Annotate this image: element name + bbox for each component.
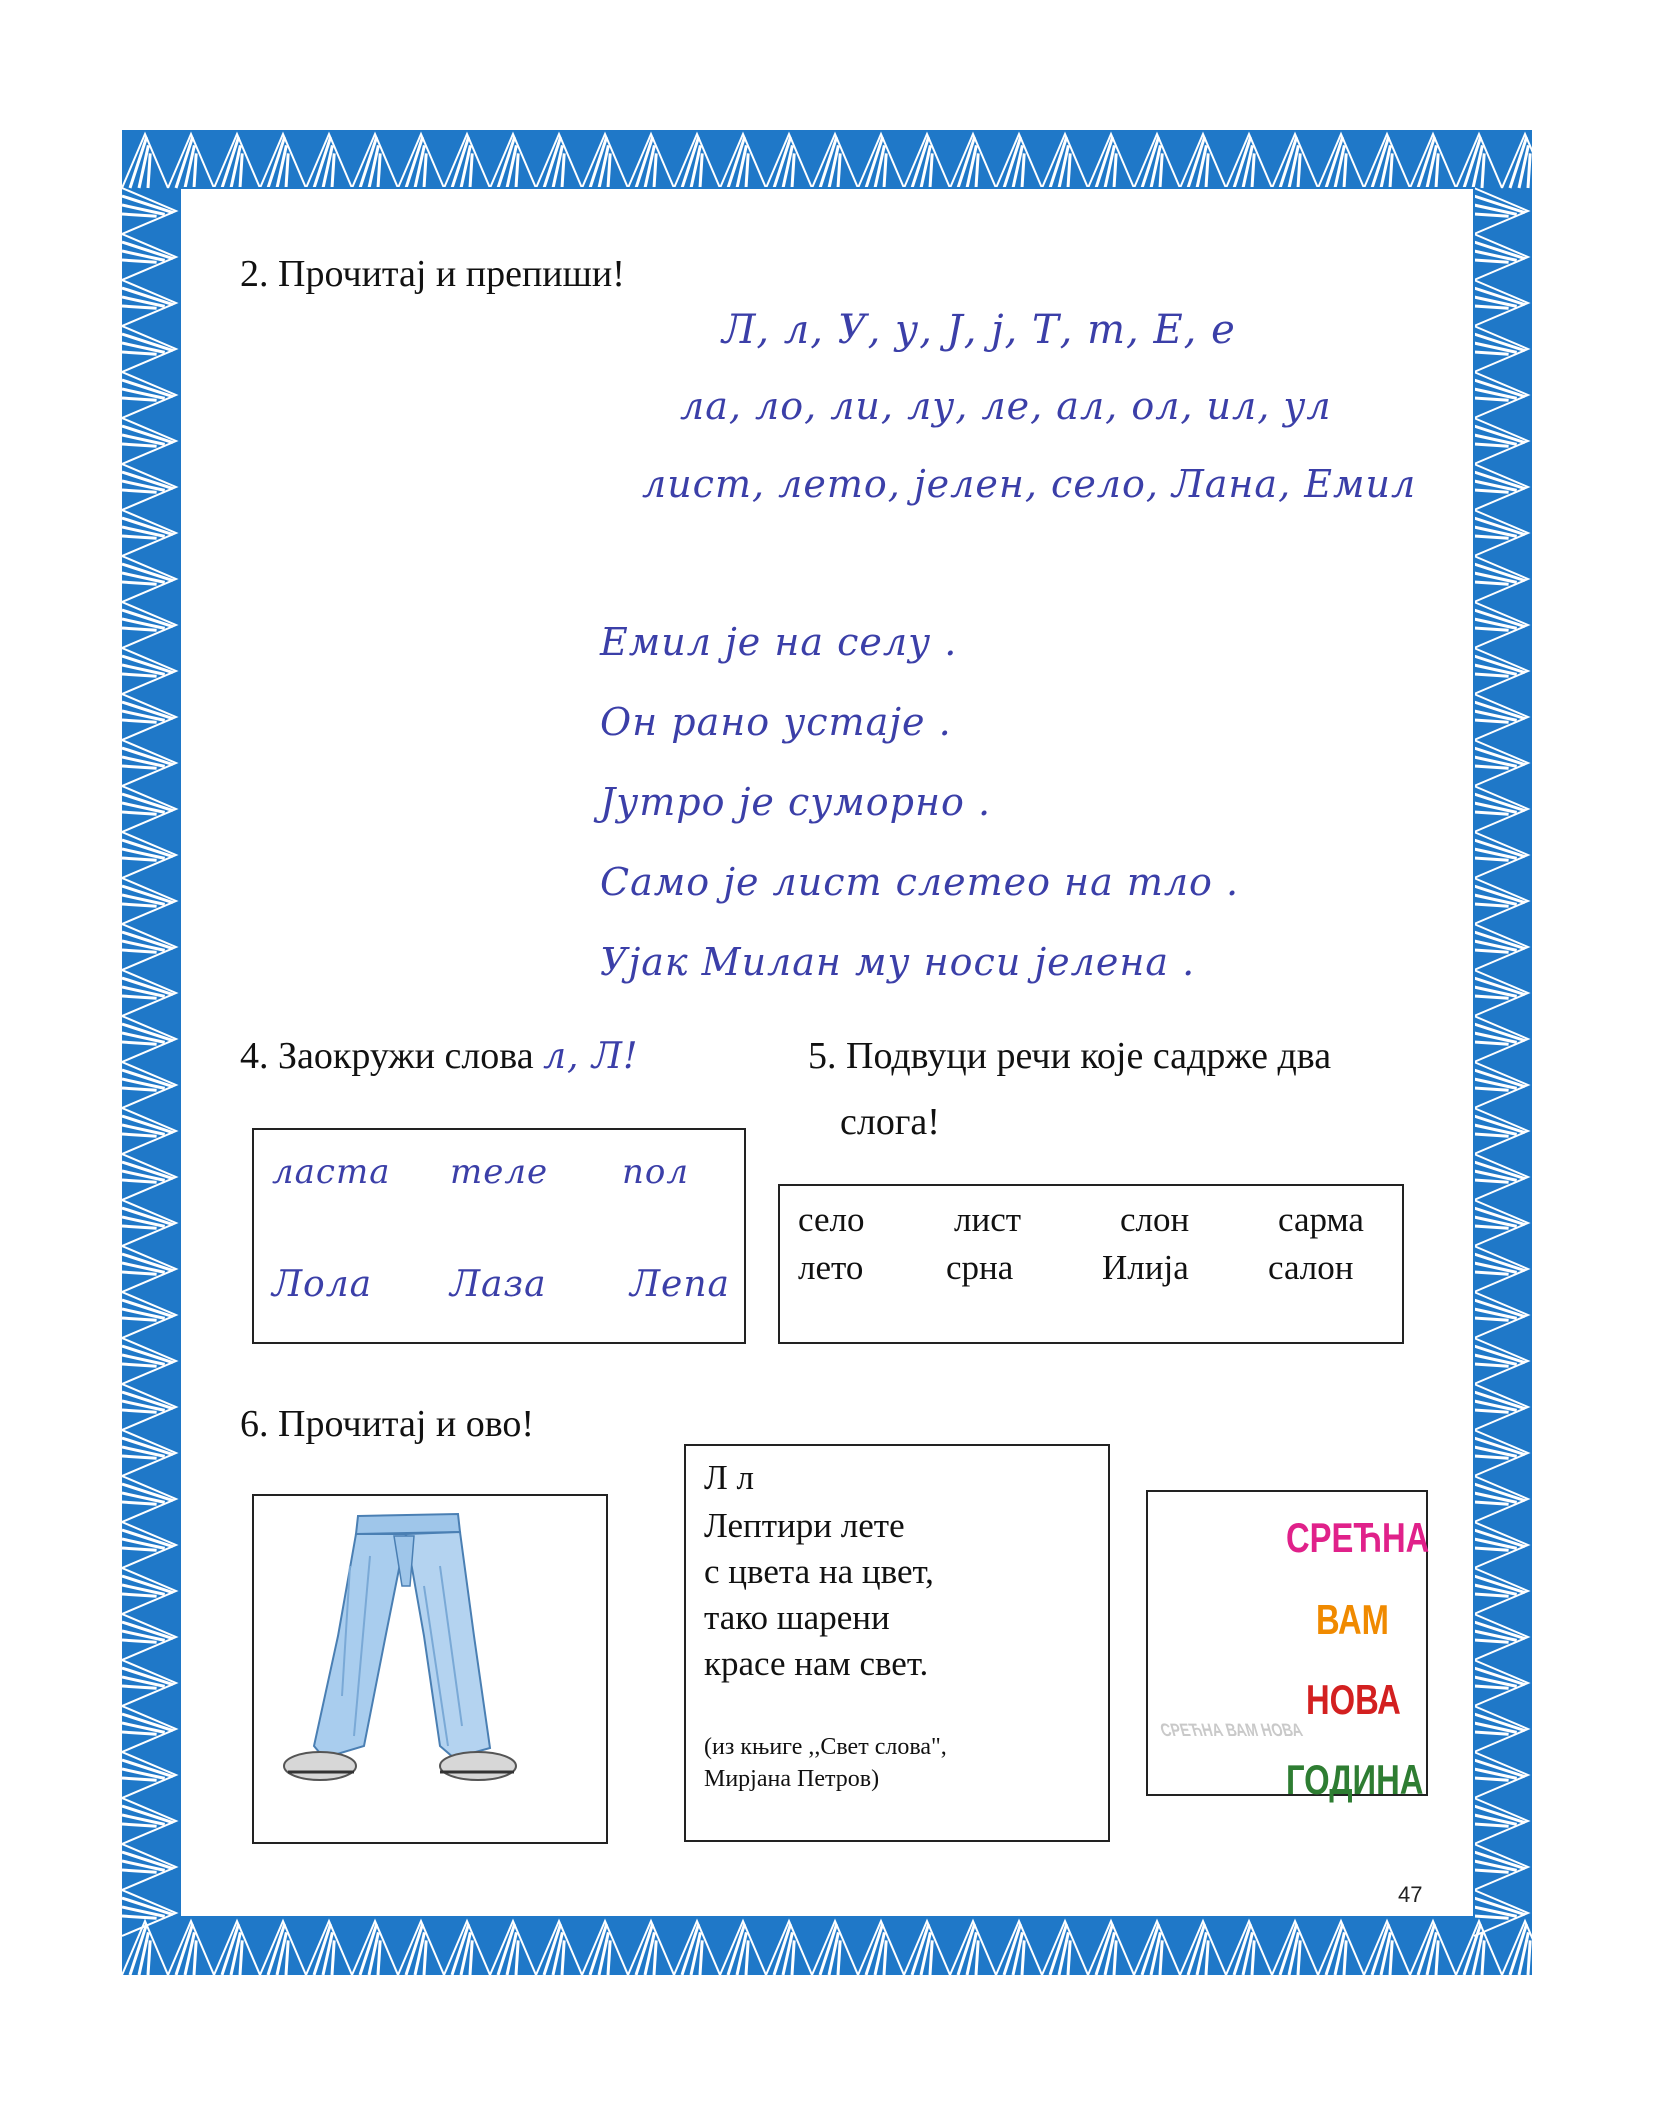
greeting-word: ГОДИНА [1286,1756,1424,1803]
task4-word: Лепа [630,1264,730,1305]
jeans-image-box [252,1494,608,1844]
task2-sentence: Он рано устаје . [600,700,952,744]
poem-line: красе нам свет. [704,1644,929,1683]
task2-words-line: лист, лето, јелен, село, Лана, Емил [642,462,1417,506]
worksheet-page [122,130,1532,1975]
jeans-icon [254,1496,606,1842]
task5-word-box [778,1184,1404,1344]
task2-sentence: Емил је на селу . [600,620,958,664]
poem-source: Мирјана Петров) [704,1766,880,1792]
task2-heading: 2. Прочитај и препиши! [240,253,625,295]
task4-heading [240,1034,638,1079]
task5-word: слон [1120,1200,1190,1239]
task5-word: салон [1268,1248,1354,1287]
task4-word: Лаза [450,1264,547,1305]
task4-word: Лола [272,1264,373,1305]
task5-word: срна [946,1248,1014,1287]
greeting-letters: СРЕЋНА [1286,1514,1430,1561]
poem-source: (из књиге ,,Свет слова", [704,1734,947,1760]
task4-heading-letters: л, Л! [543,1036,639,1077]
task2-sentence: Само је лист слетео на тло . [600,860,1240,904]
poem-title: Л л [704,1458,754,1497]
task4-word: теле [450,1152,549,1192]
greeting-card [1146,1490,1430,1803]
task4-heading-text: 4. Заокружи слова [240,1035,534,1077]
greeting-word [1286,1514,1429,1562]
task5-word: село [798,1200,865,1239]
poem-line: с цвета на цвет, [704,1552,934,1591]
task2-syllables-line: ла, ло, ли, лу, ле, ал, ол, ил, ул [680,384,1332,428]
greeting-word: ВАМ [1316,1596,1389,1643]
task4-word: ласта [272,1152,391,1192]
task2-sentence: Ујак Милан му носи јелена . [600,940,1196,984]
task5-heading-line1: 5. Подвуци речи које садрже два [808,1035,1332,1077]
task5-heading-line2: слога! [840,1101,940,1143]
poem-box [684,1444,1110,1842]
task5-word: сарма [1278,1200,1364,1239]
task2-sentence: Јутро је суморно . [600,780,992,824]
task5-word: лето [798,1248,864,1287]
task4-word-box [252,1128,746,1344]
task4-word: пол [622,1152,690,1192]
greeting-word: НОВА [1306,1676,1401,1723]
task5-word: лист [954,1200,1022,1239]
page-number: 47 [1398,1882,1423,1907]
task6-heading: 6. Прочитај и ово! [240,1403,535,1445]
greeting-reflection: СРЕЋНА ВАМ НОВА [1158,1720,1305,1740]
task2-letters-line: Л, л, У, у, Ј, ј, Т, т, Е, е [722,307,1236,353]
poem-line: Лептири лете [704,1506,905,1545]
poem-line: тако шарени [704,1598,890,1637]
task5-word: Илија [1102,1248,1189,1287]
